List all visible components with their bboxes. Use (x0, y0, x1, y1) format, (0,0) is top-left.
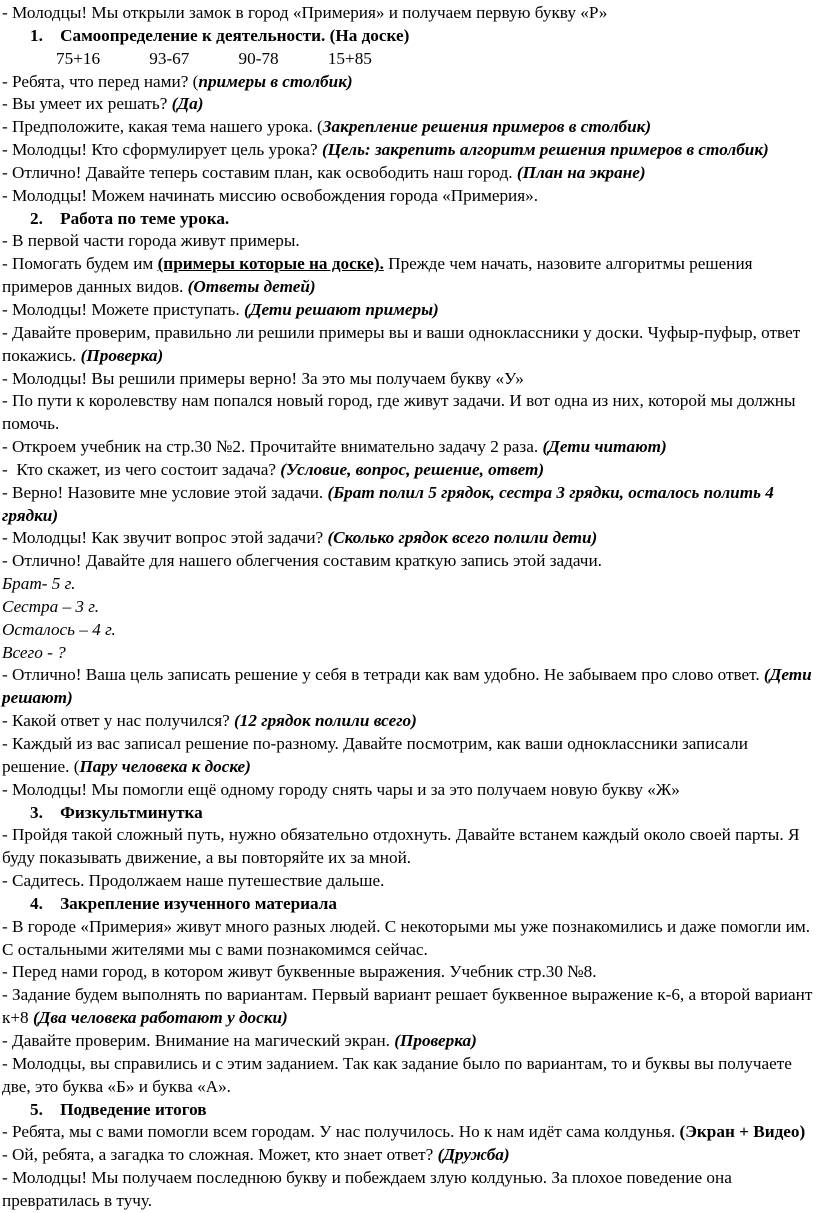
answer-text: (Брат полил 5 грядок, сестра 3 грядки, осталось полить 4 грядки) (2, 482, 774, 525)
paragraph (2, 253, 814, 299)
answer-text: (Дети решают примеры) (243, 299, 439, 319)
answer-text: (Проверка) (80, 345, 164, 365)
text: - Ой, ребята, а загадка то сложная. Может, кто знает ответ? (2, 1145, 438, 1165)
text: - Отлично! Давайте для нашего облегчения составим краткую запись этой задачи. (2, 551, 602, 571)
paragraph (2, 550, 814, 573)
answer-text: (Проверка) (394, 1030, 477, 1050)
text: - В городе «Примерия» живут много разных людей. С некоторыми мы уже познакомились и даже помогли им. С остальными жителями мы с вами познакомимся сейчас. (2, 916, 811, 959)
text: - Молодцы! Мы получаем последнюю букву и побеждаем злую колдунью. За плохое поведение она превратилась в тучу. (2, 1168, 732, 1210)
paragraph (2, 1053, 814, 1099)
section-heading-4: 4. Закрепление изученного материала (30, 893, 338, 913)
text: - Молодцы, вы справились и с этим заданием. Так как задание было по вариантам, то и буквы вы получаете две, это буква «Б» и буква «А». (2, 1053, 792, 1096)
text: - По пути к королевству нам попался новый город, где живут задачи. И вот одна из них, которой мы должны помочь. (2, 391, 796, 434)
paragraph (2, 710, 814, 733)
text: - Отлично! Ваша цель записать решение у себя в тетради как вам удобно. Не забываем про слово ответ. (2, 665, 764, 685)
paragraph (2, 368, 814, 391)
paragraph (2, 1144, 814, 1167)
answer-text: (Дружба) (437, 1145, 510, 1165)
paragraph (2, 436, 814, 459)
text: - Кто скажет, из чего состоит задача? (2, 459, 281, 479)
paragraph (2, 733, 814, 779)
answer-text: (Два человека работают у доски) (32, 1008, 288, 1028)
short-note-line: Всего - ? (2, 642, 66, 662)
text: - Молодцы! Кто сформулирует цель урока? (2, 140, 322, 160)
paragraph (2, 71, 814, 94)
answer-text: Пару человека к доске) (79, 756, 251, 776)
underlined-text: (примеры которые на доске). (157, 254, 384, 274)
short-note-line: Сестра – 3 г. (2, 596, 100, 616)
text: - Молодцы! Вы решили примеры верно! За это мы получаем букву «У» (2, 368, 524, 388)
paragraph (2, 664, 814, 710)
answer-text: (План на экране) (516, 162, 646, 182)
text: - Пройдя такой сложный путь, нужно обязательно отдохнуть. Давайте встанем каждый около своей парты. Я буду показывать движение, а вы повторяйте их за мной. (2, 825, 800, 868)
text: - Молодцы! Как звучит вопрос этой задачи? (2, 528, 328, 548)
text: - Молодцы! Мы открыли замок в город «Примерия» и получаем первую букву «Р» (2, 3, 608, 22)
section-heading-3: 3. Физкультминутка (30, 802, 203, 822)
paragraph (2, 162, 814, 185)
paragraph (2, 459, 814, 482)
paragraph (2, 824, 814, 870)
section-heading-5: 5. Подведение итогов (30, 1099, 207, 1119)
paragraph (2, 1167, 814, 1213)
short-note-line: Брат- 5 г. (2, 574, 76, 594)
text: - В первой части города живут примеры. (2, 231, 300, 251)
text: - Давайте проверим, правильно ли решили примеры вы и ваши одноклассники у доски. Чуфыр-пуфыр, ответ покажись. (2, 322, 801, 365)
text: - Молодцы! Можете приступать. (2, 299, 244, 319)
paragraph (2, 1030, 814, 1053)
text: - Помогать будем им (2, 254, 158, 274)
answer-text: (Да) (171, 94, 204, 114)
text: Прежде чем начать, назовите алгоритмы решения примеров данных видов. (2, 254, 753, 297)
text: - Вы умеет их решать? (2, 94, 172, 114)
text: - Какой ответ у нас получился? (2, 711, 235, 731)
answer-text: (Дети читают) (542, 437, 667, 457)
paragraph (2, 779, 814, 802)
paragraph (2, 116, 814, 139)
section-heading-2: 2. Работа по теме урока. (30, 208, 230, 228)
paragraph (2, 322, 814, 368)
text: - Молодцы! Можем начинать миссию освобождения города «Примерия». (2, 185, 539, 205)
answer-text: (Условие, вопрос, решение, ответ) (280, 459, 545, 479)
text: - Садитесь. Продолжаем наше путешествие дальше. (2, 871, 385, 891)
paragraph (2, 185, 814, 208)
answer-text: (Дети решают) (2, 665, 812, 708)
answer-text: (Экран + Видео) (679, 1122, 806, 1142)
text: - Молодцы! Мы помогли ещё одному городу снять чары и за это получаем новую букву «Ж» (2, 779, 680, 799)
paragraph (2, 527, 814, 550)
paragraph (2, 1121, 814, 1144)
paragraph (2, 139, 814, 162)
paragraph (2, 390, 814, 436)
answer-text: примеры в столбик) (198, 71, 353, 91)
paragraph (2, 961, 814, 984)
answer-text: (Сколько грядок всего полили дети) (327, 528, 598, 548)
text: - Ребята, что перед нами? ( (2, 71, 199, 91)
board-examples: 75+16 93-67 90-78 15+85 (56, 48, 372, 68)
text: - Каждый из вас записал решение по-разному. Давайте посмотрим, как ваши одноклассники записали решение. ( (2, 734, 748, 776)
text: - Предположите, какая тема нашего урока. ( (2, 117, 323, 137)
text: - Ребята, мы с вами помогли всем городам. У нас получилось. Но к нам идёт сама колдунья. (2, 1122, 680, 1142)
paragraph (2, 916, 814, 962)
text: - Верно! Назовите мне условие этой задачи. (2, 482, 328, 502)
answer-text: (Ответы детей) (187, 277, 316, 297)
paragraph (2, 482, 814, 528)
section-heading-1: 1. Самоопределение к деятельности. (На доске) (30, 25, 410, 45)
paragraph (2, 93, 814, 116)
text: - Откроем учебник на стр.30 №2. Прочитайте внимательно задачу 2 раза. (2, 437, 543, 457)
text: - Перед нами город, в котором живут буквенные выражения. Учебник стр.30 №8. (2, 962, 597, 982)
text: - Задание будем выполнять по вариантам. Первый вариант решает буквенное выражение к-6, а второй вариант к+8 (2, 985, 813, 1028)
answer-text: Закрепление решения примеров в столбик) (322, 117, 652, 137)
answer-text: (Цель: закрепить алгоритм решения примеров в столбик) (321, 140, 769, 160)
paragraph (2, 2, 814, 25)
answer-text: (12 грядок полили всего) (234, 711, 417, 731)
short-note-line: Осталось – 4 г. (2, 619, 116, 639)
text: - Давайте проверим. Внимание на магический экран. (2, 1030, 395, 1050)
text: - Отлично! Давайте теперь составим план, как освободить наш город. (2, 162, 517, 182)
paragraph (2, 299, 814, 322)
paragraph (2, 984, 814, 1030)
paragraph (2, 870, 814, 893)
paragraph (2, 230, 814, 253)
